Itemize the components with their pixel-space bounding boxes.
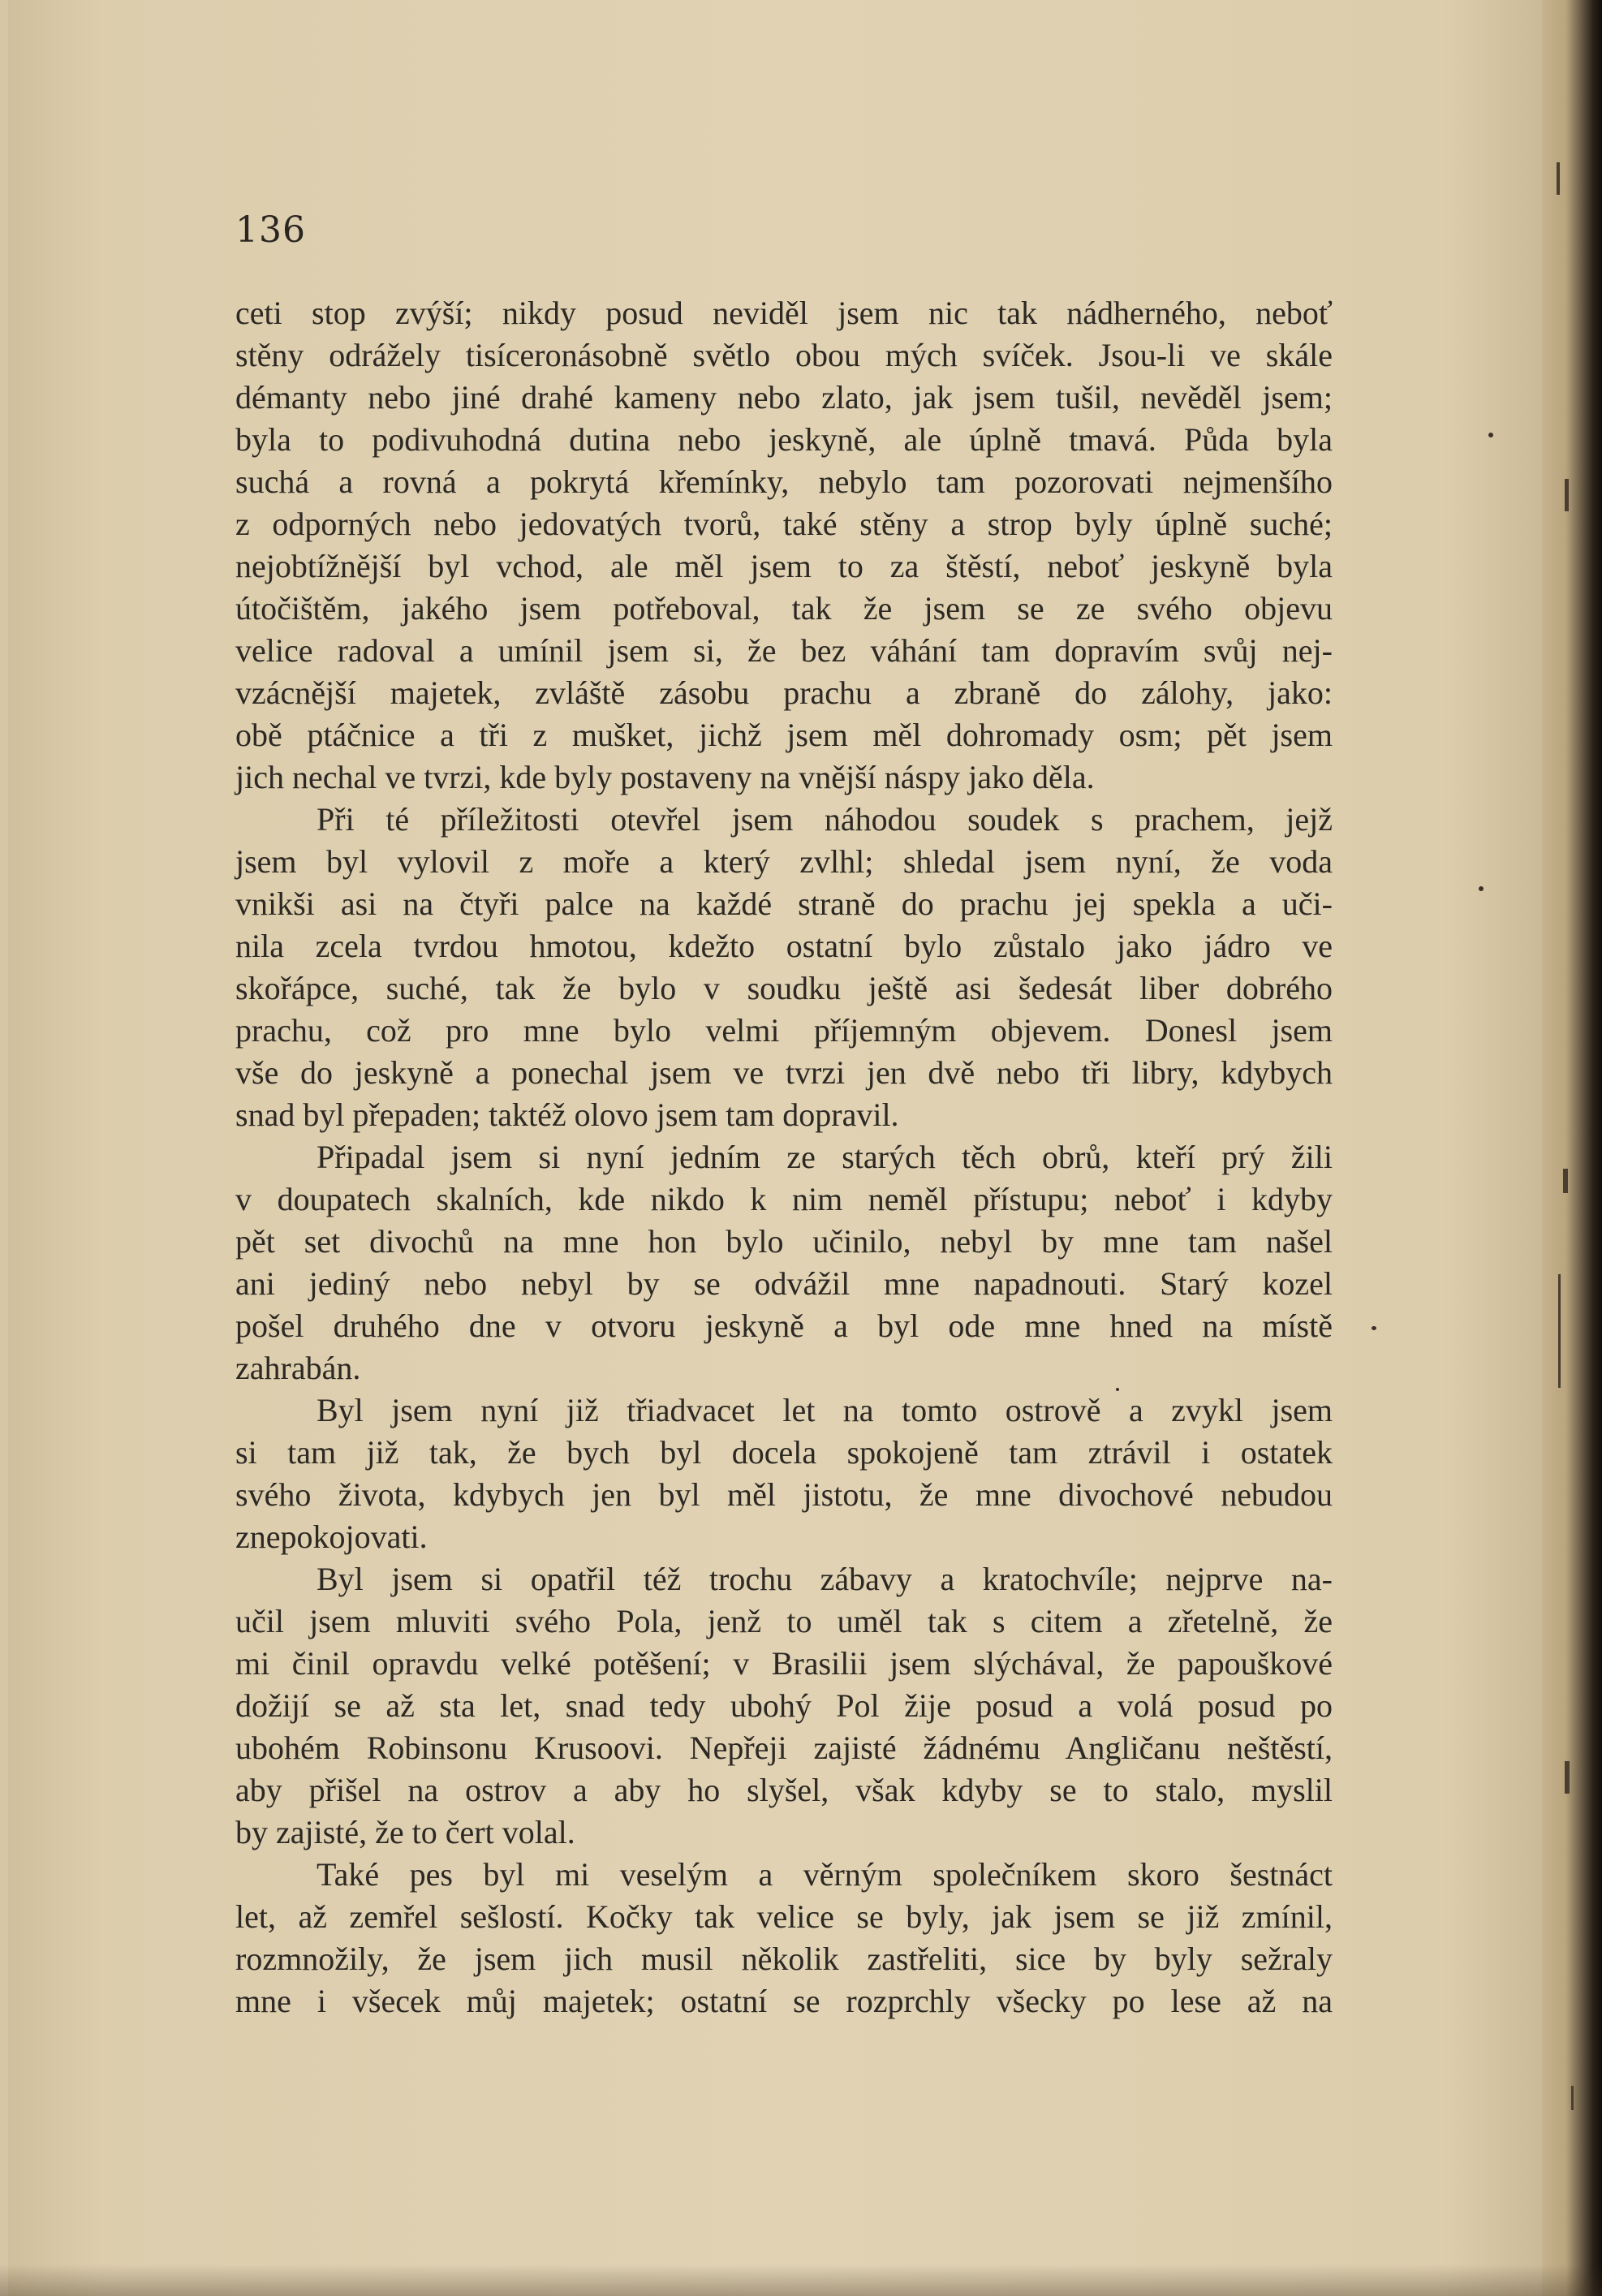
text-line: nila zcela tvrdou hmotou, kdežto ostatní bylo zůstalo jako jádro ve [235,928,1333,964]
text-line: si tam již tak, že bych byl docela spokojeně tam ztrávil i ostatek [235,1434,1333,1471]
text-line: stěny odrážely tisíceronásobně světlo obou mých svíček. Jsou-li ve skále [235,337,1333,373]
text-line: ceti stop zvýší; nikdy posud neviděl jsem nic tak nádherného, neboť [235,295,1333,331]
bottom-edge-shadow [0,2264,1602,2296]
text-line: ubohém Robinsonu Krusoovi. Nepřeji zajisté žádnému Angličanu neštěstí, [235,1730,1333,1766]
text-line: učil jsem mluviti svého Pola, jenž to uměl tak s citem a zřetelně, že [235,1603,1333,1639]
text-line: Také pes byl mi veselým a věrným společníkem skoro šestnáct [317,1856,1333,1893]
edge-mark [1571,2086,1574,2110]
text-line: mi činil opravdu velké potěšení; v Brasilii jsem slýchával, že papouškové [235,1645,1333,1682]
text-line: vše do jeskyně a ponechal jsem ve tvrzi jen dvě nebo tři libry, kdybych [235,1054,1333,1091]
text-line: byla to podivuhodná dutina nebo jeskyně, ale úplně tmavá. Půda byla [235,421,1333,458]
text-line: v doupatech skalních, kde nikdo k nim neměl přístupu; neboť i kdyby [235,1181,1333,1217]
text-line: obě ptáčnice a tři z mušket, jichž jsem měl dohromady osm; pět jsem [235,717,1333,753]
paragraph [235,1854,1333,2022]
paper-speck [1479,886,1484,891]
page-number: 136 [235,209,306,251]
paragraph [235,1136,1333,1389]
edge-mark [1557,162,1560,195]
text-line: vnikši asi na čtyři palce na každé straně do prachu jej spekla a uči- [235,885,1333,922]
paragraph [235,1389,1333,1558]
text-line: prachu, což pro mne bylo velmi příjemným objevem. Donesl jsem [235,1012,1333,1049]
paper-speck [1488,433,1493,437]
paragraph [235,799,1333,1136]
text-line: let, až zemřel sešlostí. Kočky tak velice se byly, jak jsem se již zmínil, [235,1898,1333,1935]
edge-mark [1558,1274,1561,1388]
text-line: znepokojovati. [235,1518,428,1555]
text-line: pět set divochů na mne hon bylo učinilo, nebyl by mne tam našel [235,1223,1333,1260]
text-line: skořápce, suché, tak že bylo v soudku ještě asi šedesát liber dobrého [235,970,1333,1006]
text-line: aby přišel na ostrov a aby ho slyšel, však kdyby se to stalo, myslil [235,1772,1333,1808]
text-line: rozmnožily, že jsem jich musil několik zastřeliti, sice by byly sežraly [235,1941,1333,1977]
text-line: Byl jsem nyní již třiadvacet let na tomto ostrově a zvykl jsem [317,1392,1333,1428]
text-line: Při té příležitosti otevřel jsem náhodou soudek s prachem, jejž [317,801,1333,838]
page-edge-shadow [1542,0,1602,2296]
text-line: snad byl přepaden; taktéž olovo jsem tam dopravil. [235,1096,899,1133]
text-line: útočištěm, jakého jsem potřeboval, tak že jsem se ze svého objevu [235,590,1333,627]
paper-speck [1372,1326,1376,1330]
edge-mark [1565,1761,1570,1794]
text-line: dožijí se až sta let, snad tedy ubohý Pol žije posud a volá posud po [235,1687,1333,1724]
edge-mark [1563,1169,1568,1193]
body-text [235,292,1333,2022]
text-line: Byl jsem si opatřil též trochu zábavy a kratochvíle; nejprve na- [317,1561,1333,1597]
paragraph [235,292,1333,799]
text-line: ani jediný nebo nebyl by se odvážil mne napadnouti. Starý kozel [235,1265,1333,1302]
text-line: suchá a rovná a pokrytá křemínky, nebylo tam pozorovati nejmenšího [235,463,1333,500]
text-line: Připadal jsem si nyní jedním ze starých těch obrů, kteří prý žili [317,1139,1333,1175]
edge-mark [1565,479,1569,511]
text-line: jich nechal ve tvrzi, kde byly postaveny na vnější náspy jako děla. [235,759,1095,795]
text-line: vzácnější majetek, zvláště zásobu prachu a zbraně do zálohy, jako: [235,674,1333,711]
paragraph [235,1558,1333,1854]
text-line: pošel druhého dne v otvoru jeskyně a byl ode mne hned na místě [235,1307,1333,1344]
text-line: démanty nebo jiné drahé kameny nebo zlato, jak jsem tušil, nevěděl jsem; [235,379,1333,416]
text-line: nejobtížnější byl vchod, ale měl jsem to za štěstí, neboť jeskyně byla [235,548,1333,584]
text-line: by zajisté, že to čert volal. [235,1814,575,1850]
text-line: mne i všecek můj majetek; ostatní se rozprchly všecky po lese až na [235,1983,1333,2019]
text-line: svého života, kdybych jen byl měl jistotu, že mne divochové nebudou [235,1476,1333,1513]
text-line: z odporných nebo jedovatých tvorů, také stěny a strop byly úplně suché; [235,506,1333,542]
text-line: jsem byl vylovil z moře a který zvlhl; shledal jsem nyní, že voda [235,843,1333,880]
text-line: velice radoval a umínil jsem si, že bez váhání tam dopravím svůj nej- [235,632,1333,669]
text-line: zahrabán. [235,1350,361,1386]
